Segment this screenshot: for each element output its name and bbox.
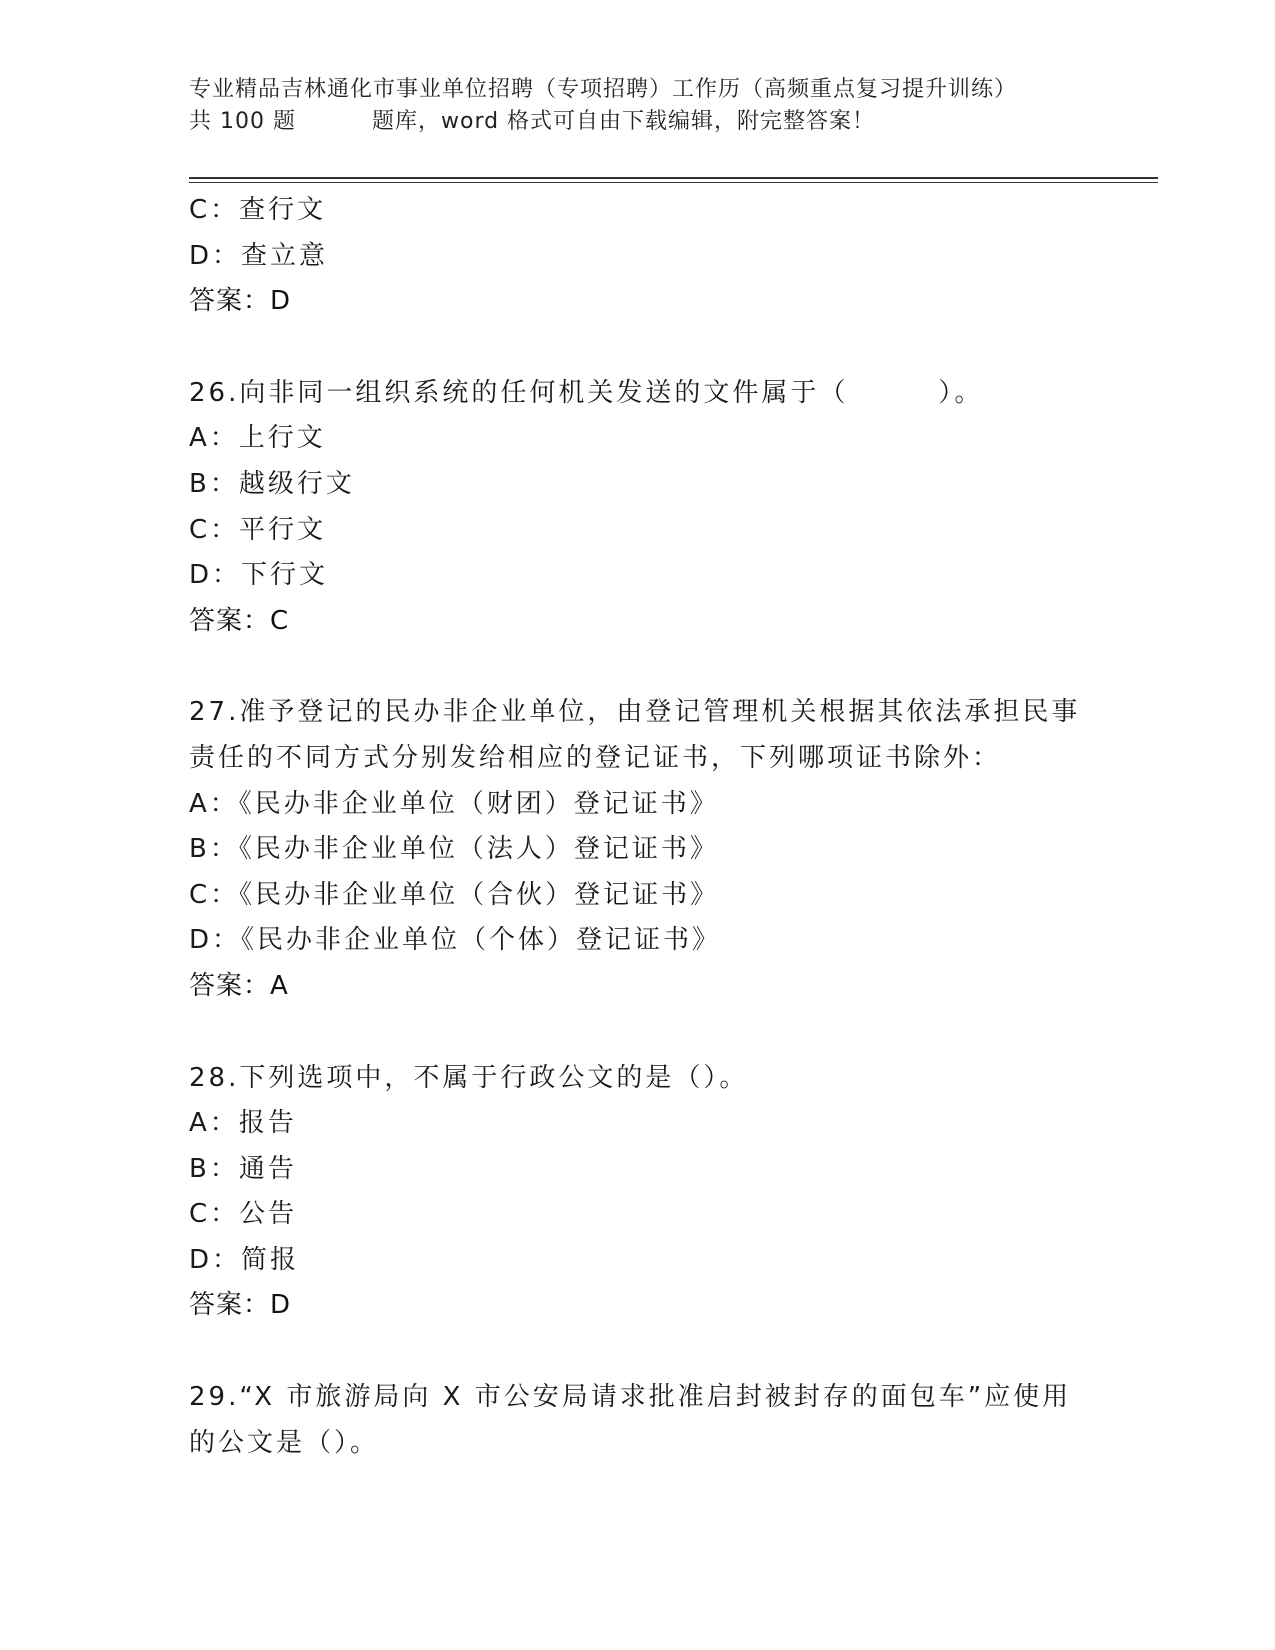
option-row	[189, 188, 1089, 234]
option-text: 越级行文	[238, 468, 355, 499]
option-row	[189, 1238, 1089, 1284]
option-row	[189, 782, 1089, 828]
header-title-line: 专业精品吉林通化市事业单位招聘（专项招聘）工作历（高频重点复习提升训练）	[189, 77, 1018, 102]
question-stem-continued: 的公文是（）。	[189, 1427, 380, 1458]
option-text: 《民办非企业单位（合伙）登记证书》	[239, 879, 720, 910]
option-row	[189, 873, 1089, 919]
option-row	[189, 918, 1089, 964]
option-label: D：	[189, 560, 242, 591]
answer-line: 答案：D	[189, 1290, 292, 1321]
option-text: 简报	[241, 1244, 300, 1275]
page-header	[189, 74, 1089, 138]
option-text: 查立意	[241, 240, 329, 271]
question-block-26	[189, 371, 1089, 645]
header-count: 共 100 题	[189, 109, 296, 134]
header-subtitle-line	[189, 106, 1089, 138]
option-text: 查行文	[239, 195, 327, 225]
answer-line: 答案：D	[189, 286, 292, 317]
option-label: A：	[189, 788, 239, 819]
option-row	[189, 827, 1089, 873]
option-label: D：	[189, 240, 242, 271]
option-label: A：	[189, 423, 239, 454]
option-row	[189, 508, 1089, 554]
question-stem: 28.下列选项中，不属于行政公文的是（）。	[189, 1062, 749, 1093]
question-stem: 27.准予登记的民办非企业单位，由登记管理机关根据其依法承担民事	[189, 697, 1081, 728]
option-row	[189, 553, 1089, 599]
option-text: 平行文	[239, 514, 327, 545]
option-row	[189, 462, 1089, 508]
option-label: B：	[189, 468, 239, 499]
option-row	[189, 1192, 1089, 1238]
question-stem-start: 26.向非同一组织系统的任何机关发送的文件属于（	[189, 377, 849, 408]
question-block-28	[189, 1056, 1089, 1330]
header-description: 题库，word 格式可自由下载编辑，附完整答案！	[371, 109, 876, 134]
question-list	[189, 188, 1089, 1466]
option-row	[189, 1101, 1089, 1147]
header-divider-thick	[189, 177, 1158, 179]
option-label: B：	[189, 1153, 239, 1184]
option-label: D：	[189, 1244, 242, 1275]
question-block-25	[189, 188, 1089, 325]
question-stem: 29.“X 市旅游局向 X 市公安局请求批准启封被封存的面包车”应使用	[189, 1382, 1072, 1413]
header-divider-thin	[189, 182, 1158, 183]
question-stem-end: ）。	[938, 377, 984, 408]
option-text: 下行文	[241, 560, 329, 591]
question-block-27	[189, 690, 1089, 1009]
option-text: 《民办非企业单位（法人）登记证书》	[238, 834, 719, 865]
answer-line: 答案：C	[189, 605, 290, 636]
option-label: D：	[189, 925, 242, 956]
option-text: 《民办非企业单位（财团）登记证书》	[238, 788, 719, 819]
option-label: B：	[189, 834, 239, 865]
option-row	[189, 234, 1089, 280]
option-label: C：	[189, 879, 240, 910]
question-stem	[189, 371, 1089, 417]
option-text: 上行文	[238, 423, 326, 454]
question-stem-continued: 责任的不同方式分别发给相应的登记证书，下列哪项证书除外：	[189, 742, 1002, 773]
question-block-29	[189, 1375, 1089, 1466]
answer-line: 答案：A	[189, 970, 289, 1001]
option-label: A：	[189, 1108, 239, 1139]
option-text: 通告	[238, 1153, 297, 1184]
option-row	[189, 1147, 1089, 1193]
option-label: C：	[189, 195, 240, 225]
option-label: C：	[189, 1199, 240, 1230]
option-text: 公告	[239, 1199, 298, 1230]
option-text: 《民办非企业单位（个体）登记证书》	[241, 925, 722, 956]
option-text: 报告	[238, 1108, 297, 1139]
option-label: C：	[189, 514, 240, 545]
option-row	[189, 416, 1089, 462]
